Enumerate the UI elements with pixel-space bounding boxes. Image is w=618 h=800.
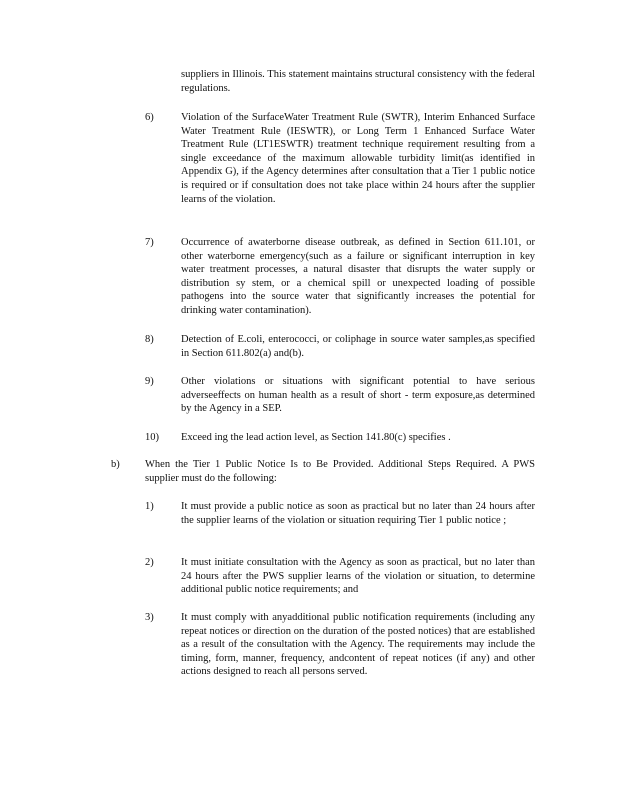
item-number: 9) — [145, 376, 154, 387]
item-number: 10) — [145, 432, 159, 443]
item-text: It must comply with anyadditional public notification requirements (including any repeat notices or direction on the duration of the posted notices) that are established as a result of the consultation with the Agency. The requirements may include the timing, form, manner, frequency, andcontent of repeat notices (if any) and other actions designed to reach all persons served. — [181, 612, 535, 678]
continuation-paragraph: suppliers in Illinois. This statement maintains structural consistency with the federal regulations. — [181, 69, 535, 94]
section-label: b) — [111, 459, 120, 470]
item-number: 2) — [145, 557, 154, 568]
item-number: 8) — [145, 334, 154, 345]
item-text: Other violations or situations with significant potential to have serious adverseeffects on human health as a result of short - term exposure,as determined by the Agency in a SEP. — [181, 376, 535, 415]
item-text: Exceed ing the lead action level, as Section 141.80(c) specifies . — [181, 432, 451, 443]
item-text: Detection of E.coli, enterococci, or coliphage in source water samples,as specified in Section 611.802(a) and(b). — [181, 334, 535, 359]
section-heading: When the Tier 1 Public Notice Is to Be Provided. Additional Steps Required. A PWS supplier must do the following: — [145, 459, 535, 484]
item-text: It must initiate consultation with the Agency as soon as practical, but no later than 24 hours after the PWS supplier learns of the violation or situation, to determine additional public notice requirements; and — [181, 557, 535, 596]
item-number: 6) — [145, 112, 154, 123]
item-number: 3) — [145, 612, 154, 623]
item-text: Violation of the SurfaceWater Treatment Rule (SWTR), Interim Enhanced Surface Water Treatment Rule (IESWTR), or Long Term 1 Enhanced Surface Water Treatment Rule (LT1ESWTR) treatment technique requirement resulting from a single exceedance of the maximum allowable turbidity limit(as identified in Appendix G), if the Agency determines after consultation that a Tier 1 public notice is required or if consultation does not take place within 24 hours after the supplier learns of the violation. — [181, 112, 535, 205]
item-text: Occurrence of awaterborne disease outbreak, as defined in Section 611.101, or other waterborne emergency(such as a failure or significant interruption in key water treatment processes, a natural disaster that disrupts the water supply or distribution sy stem, or a chemical spill or unexpected loading of possible pathogens into the source water that significantly increases the potential for drinking water contamination). — [181, 237, 535, 316]
item-text: It must provide a public notice as soon as practical but no later than 24 hours after the supplier learns of the violation or situation requiring Tier 1 public notice ; — [181, 501, 535, 526]
item-number: 7) — [145, 237, 154, 248]
item-number: 1) — [145, 501, 154, 512]
